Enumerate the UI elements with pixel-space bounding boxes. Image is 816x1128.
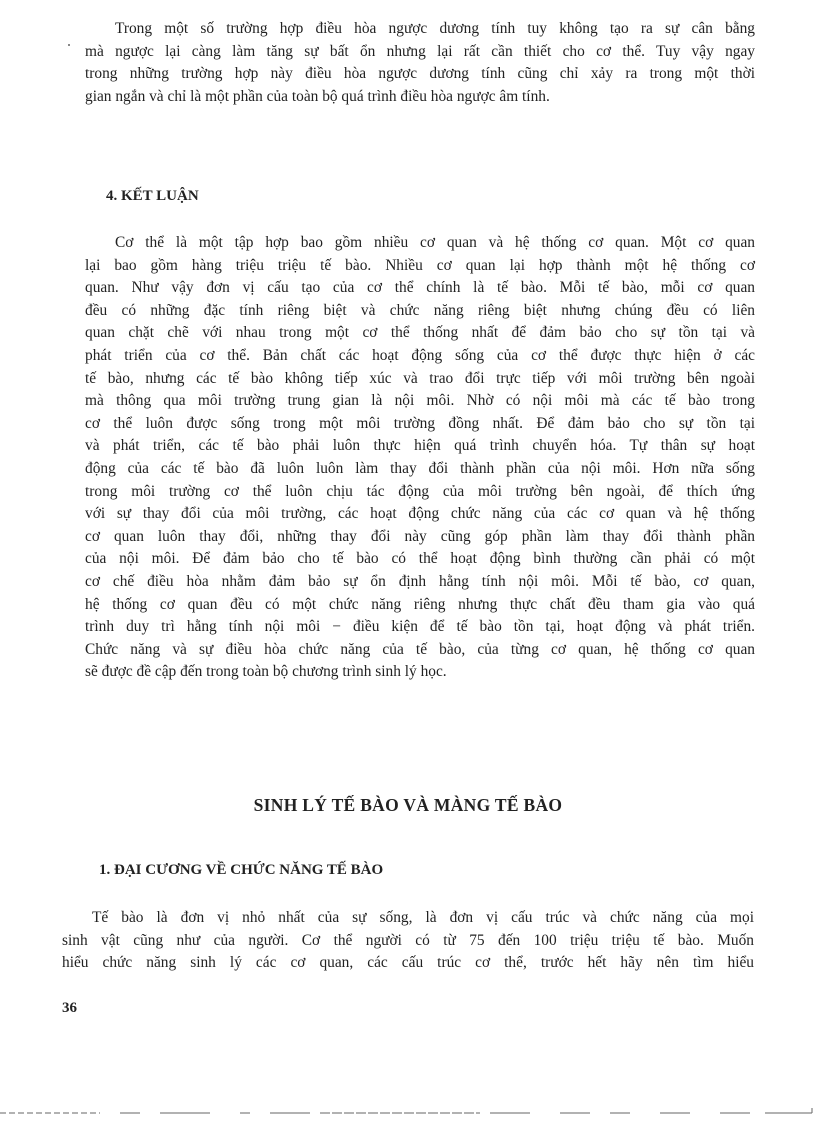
paragraph-line: cơ quan luôn thay đổi, những thay đổi này cũng góp phần làm thay đổi thành phần [85, 527, 755, 545]
paragraph-line: gian ngắn và chỉ là một phần của toàn bộ quá trình điều hòa ngược âm tính. [85, 87, 550, 105]
paragraph-line: sinh vật cũng như của người. Cơ thể người có từ 75 đến 100 triệu triệu tế bào. Muốn [62, 931, 754, 949]
paragraph-line: động của các tế bào đã luôn luôn làm thay đổi thành phần của nội môi. Hơn nữa sống [85, 459, 755, 477]
paragraph-line: trong những trường hợp này điều hòa ngược dương tính cũng chỉ xảy ra trong một thời [85, 65, 755, 83]
paragraph-line: hiểu chức năng sinh lý các cơ quan, các cấu trúc cơ thể, trước hết hãy nên tìm hiểu [62, 954, 754, 972]
paragraph-line: hệ thống cơ quan đều có một chức năng riêng nhưng thực chất đều tham gia vào quá [85, 595, 755, 613]
paragraph-line: trong môi trường cơ thể luôn chịu tác động của môi trường bên ngoài, để thích ứng [85, 482, 755, 500]
paragraph-line: tế bào, nhưng các tế bào không tiếp xúc và trao đổi trực tiếp với môi trường bên ngoài [85, 369, 755, 387]
paragraph-line: và phát triển, các tế bào phải luôn thực hiện quá trình chuyển hóa. Tự thân sự hoạt [85, 437, 755, 455]
section-paragraph [62, 907, 754, 975]
paragraph-line: Chức năng và sự điều hòa chức năng của tế bào, của từng cơ quan, hệ thống cơ quan [85, 640, 755, 658]
paragraph-line: với sự thay đổi của môi trường, các hoạt động chức năng của các cơ quan và hệ thống [85, 505, 755, 523]
conclusion-paragraph [85, 232, 755, 684]
conclusion-heading: 4. KẾT LUẬN [106, 188, 199, 204]
paragraph-line: phát triển của cơ thể. Bản chất các hoạt động sống của cơ thể được thực hiện ở các [85, 346, 755, 364]
paragraph-line: trình duy trì hằng tính nội môi − điều kiện để tế bào tồn tại, hoạt động và phát triển. [85, 618, 755, 636]
page-number: 36 [62, 1000, 77, 1016]
paragraph-line: mà thông qua môi trường trung gian là nội môi. Nhờ có nội môi mà các tế bào trong [85, 392, 755, 410]
paragraph-line: sẽ được đề cập đến trong toàn bộ chương trình sinh lý học. [85, 663, 447, 681]
scan-speck [68, 44, 70, 46]
section-heading: 1. ĐẠI CƯƠNG VỀ CHỨC NĂNG TẾ BÀO [99, 862, 384, 878]
paragraph-line: cơ thể luôn được sống trong một môi trường đồng nhất. Để đảm bảo cho sự tồn tại [85, 414, 755, 432]
paragraph-line: Tế bào là đơn vị nhỏ nhất của sự sống, là đơn vị cấu trúc và chức năng của mọi [92, 909, 754, 926]
intro-paragraph [85, 18, 755, 108]
paragraph-line: lại bao gồm hàng triệu triệu tế bào. Nhiều cơ quan lại hợp thành một hệ thống cơ [85, 256, 755, 274]
paragraph-line: Cơ thể là một tập hợp bao gồm nhiều cơ quan và hệ thống cơ quan. Một cơ quan [115, 234, 755, 251]
footer-dashed-rule [0, 1108, 816, 1128]
chapter-title: SINH LÝ TẾ BÀO VÀ MÀNG TẾ BÀO [253, 795, 563, 815]
paragraph-line: Trong một số trường hợp điều hòa ngược dương tính tuy không tạo ra sự cân bằng [115, 20, 755, 37]
paragraph-line: đều có những đặc tính riêng biệt và chức năng riêng biệt nhưng chúng đều có liên [85, 301, 755, 319]
paragraph-line: quan chặt chẽ với nhau trong một cơ thể thống nhất để đảm bảo cho sự tồn tại và [85, 324, 755, 342]
paragraph-line: quan. Như vậy đơn vị cấu tạo của cơ thể chính là tế bào. Mỗi tế bào, mỗi cơ quan [85, 279, 755, 297]
paragraph-line: của nội môi. Để đảm bảo cho tế bào có thể hoạt động bình thường cần phải có một [85, 550, 755, 568]
paragraph-line: cơ chế điều hòa nhằm đảm bảo sự ổn định hằng tính nội môi. Mỗi tế bào, cơ quan, [85, 572, 755, 590]
paragraph-line: mà ngược lại càng làm tăng sự bất ổn nhưng lại rất cần thiết cho cơ thể. Tuy vậy ngay [85, 42, 755, 60]
